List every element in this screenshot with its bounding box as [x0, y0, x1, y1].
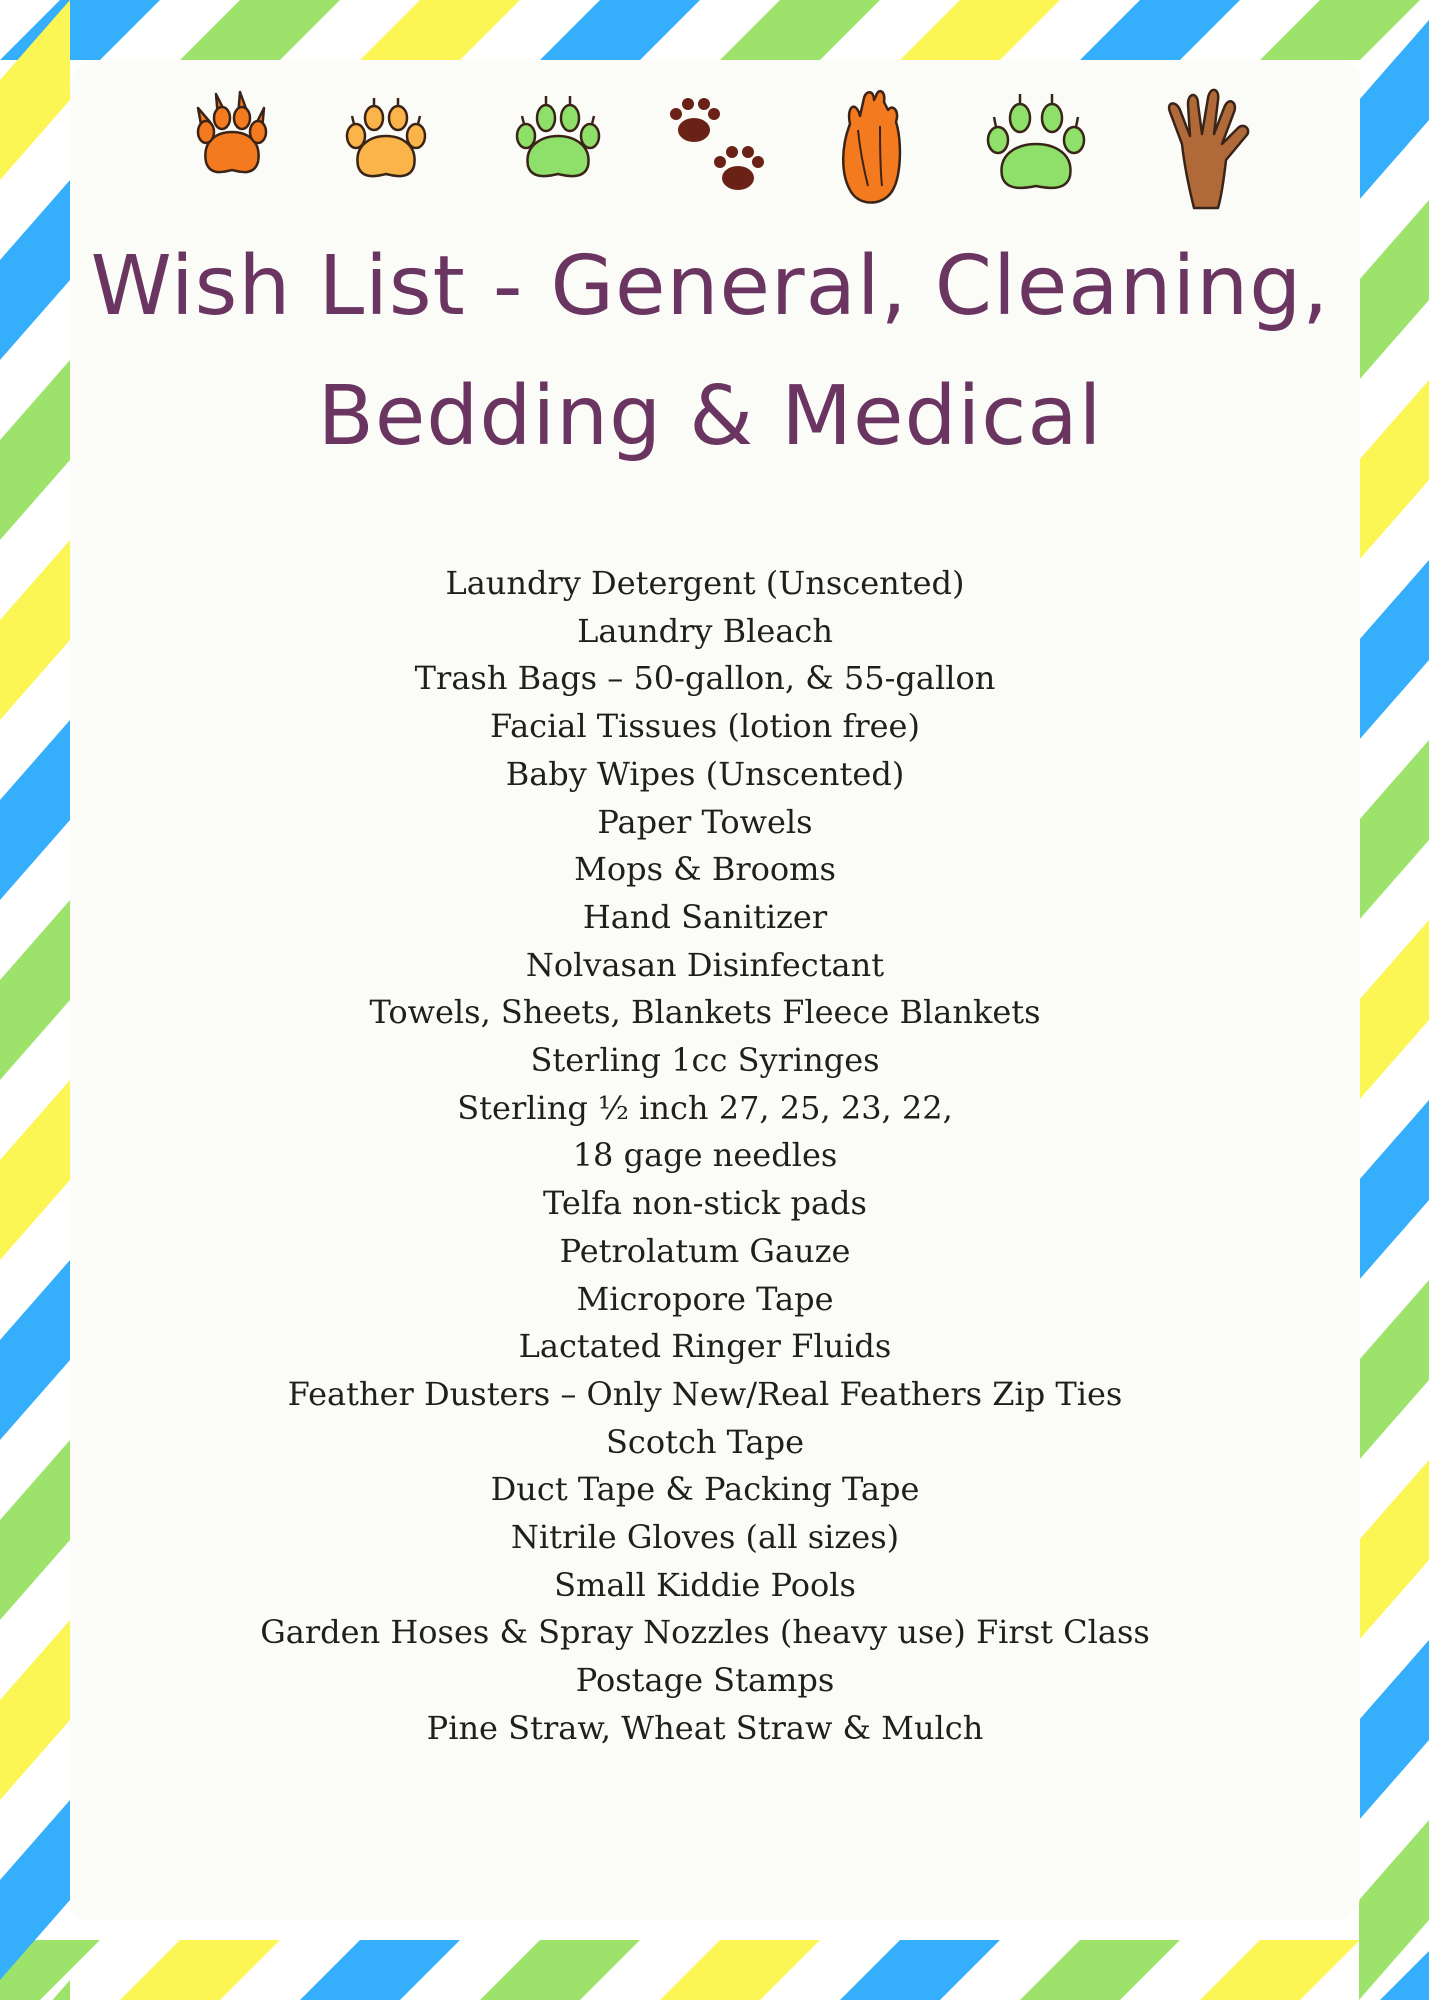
page-title: Wish List - General, Cleaning, Bedding & Medical — [90, 239, 1330, 464]
list-item: Lactated Ringer Fluids — [518, 1327, 892, 1366]
list-item: Sterling ½ inch 27, 25, 23, 22, — [457, 1088, 953, 1127]
border-stripe — [1359, 740, 1429, 920]
border-stripe — [0, 1440, 70, 1620]
border-stripe — [0, 900, 70, 1080]
border-stripe — [1260, 0, 1420, 60]
border-stripe — [0, 1620, 70, 1800]
border-stripe — [480, 1940, 640, 2000]
border-stripe — [180, 0, 340, 60]
list-item: Duct Tape & Packing Tape — [490, 1470, 920, 1509]
paw-print-row — [0, 60, 1429, 230]
list-item: Postage Stamps — [575, 1661, 835, 1700]
list-item: Telfa non-stick pads — [543, 1184, 867, 1223]
border-stripe — [300, 1940, 460, 2000]
orange-cat-paw-icon — [198, 92, 266, 172]
border-stripe — [900, 0, 1060, 60]
border-stripe — [840, 1940, 1000, 2000]
green-clawed-paw-icon — [988, 94, 1084, 188]
wish-list — [200, 560, 1210, 1753]
brown-paw-prints-icon — [670, 98, 764, 190]
list-item: Laundry Bleach — [577, 611, 833, 650]
border-stripe — [0, 540, 70, 720]
border-stripe — [1359, 1100, 1429, 1280]
border-stripe — [0, 1260, 70, 1440]
border-stripe — [360, 0, 520, 60]
list-item: Pine Straw, Wheat Straw & Mulch — [426, 1708, 984, 1747]
list-item: Sterling 1cc Syringes — [530, 1041, 880, 1080]
border-stripe — [1359, 1640, 1429, 1820]
light-orange-dog-paw-icon — [347, 98, 425, 176]
list-item: Mops & Brooms — [574, 850, 836, 889]
border-stripe — [1200, 1940, 1360, 2000]
green-dog-paw-icon — [517, 96, 599, 176]
border-stripe — [1359, 1280, 1429, 1460]
list-item: Laundry Detergent (Unscented) — [445, 564, 965, 602]
list-item: Scotch Tape — [605, 1422, 805, 1461]
list-item: Hand Sanitizer — [582, 897, 828, 936]
list-item: Feather Dusters – Only New/Real Feathers Zip Ties — [287, 1374, 1123, 1413]
border-stripe — [1359, 920, 1429, 1100]
border-stripe — [120, 1940, 280, 2000]
border-stripe — [1359, 380, 1429, 560]
list-item: Nolvasan Disinfectant — [525, 945, 885, 984]
border-stripe — [1359, 560, 1429, 740]
list-item: 18 gage needles — [572, 1136, 838, 1175]
orange-raccoon-paw-icon — [843, 91, 900, 202]
list-item: Small Kiddie Pools — [554, 1565, 856, 1604]
list-item: Facial Tissues (lotion free) — [490, 707, 920, 746]
border-stripe — [1359, 1460, 1429, 1640]
border-stripe — [1080, 0, 1240, 60]
list-item: Petrolatum Gauze — [559, 1231, 851, 1270]
border-stripe — [0, 1080, 70, 1260]
border-stripe — [540, 0, 700, 60]
list-item: Nitrile Gloves (all sizes) — [510, 1518, 900, 1557]
border-stripe — [660, 1940, 820, 2000]
list-item: Baby Wipes (Unscented) — [505, 754, 905, 793]
border-stripe — [720, 0, 880, 60]
brown-opossum-hand-icon — [1169, 90, 1248, 208]
list-item: Micropore Tape — [576, 1279, 834, 1318]
list-item: Garden Hoses & Spray Nozzles (heavy use) First Class — [260, 1613, 1150, 1652]
border-stripe — [0, 0, 160, 60]
list-item: Paper Towels — [597, 802, 813, 841]
list-item: Towels, Sheets, Blankets Fleece Blankets — [369, 993, 1041, 1032]
border-stripe — [0, 720, 70, 900]
list-item: Trash Bags – 50-gallon, & 55-gallon — [414, 659, 996, 698]
border-stripe — [1020, 1940, 1180, 2000]
